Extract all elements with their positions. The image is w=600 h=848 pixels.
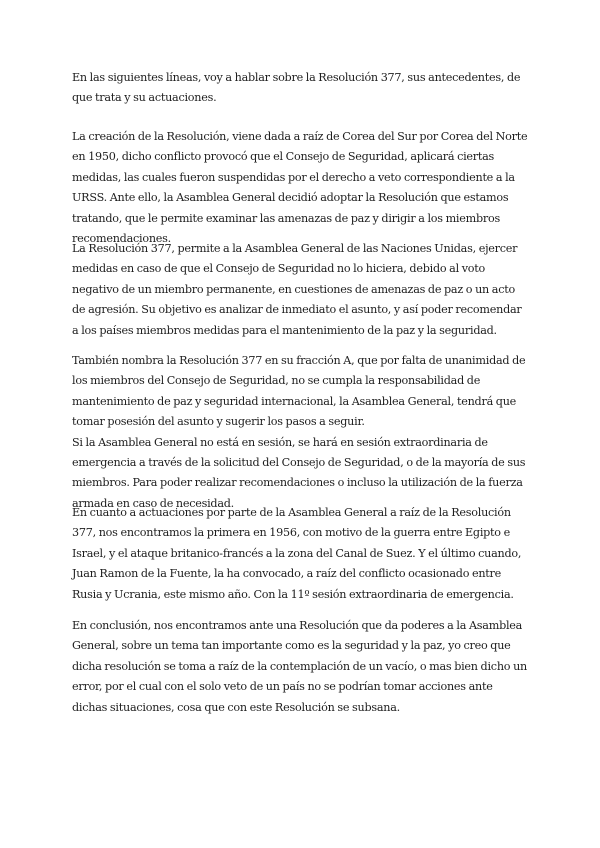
paragraph-conclusion — [72, 616, 530, 718]
paragraph-fraction-a — [72, 351, 530, 514]
paragraph-text: La creación de la Resolución, viene dada a raíz de Corea del Sur por Corea del Norte en 1950, dicho conflicto provocó que el Consejo de Seguridad, aplicará ciertas medidas, las cuales fueron suspendidas por el derecho a veto correspondiente a la URSS. Ante ello, la Asamblea General decidió adoptar la Resolución que estamos tratando, que le permite examinar las amenazas de paz y dirigir a los miembros recomendaciones. — [72, 130, 528, 246]
paragraph-introduction — [72, 68, 530, 109]
paragraph-text: Si la Asamblea General no está en sesión, se hará en sesión extraordinaria de emergencia a través de la solicitud del Consejo de Seguridad, o de la mayoría de sus miembros. Para poder realizar recomendaciones o incluso la utilización de la fuerza armada en caso de necesidad. — [72, 435, 526, 510]
paragraph-purpose — [72, 239, 530, 341]
paragraph-text: En cuanto a actuaciones por parte de la Asamblea General a raíz de la Resolución 377, nos encontramos la primera en 1956, con motivo de la guerra entre Egipto e Israel, y el ataque britanico-francés a la zona del Canal de Suez. Y el último cuando, Juan Ramon de la Fuente, la ha convocado, a raíz del conflicto ocasionado entre Rusia y Ucrania, este mismo año. Con la 11º sesión extraordinaria de emergencia. — [72, 506, 522, 601]
paragraph-origin — [72, 127, 530, 249]
paragraph-text: También nombra la Resolución 377 en su fracción A, que por falta de unanimidad de los miembros del Consejo de Seguridad, no se cumpla la responsabilidad de mantenimiento de paz y seguridad internacional, la Asamblea General, tendrá que tomar posesión del asunto y sugerir los pasos a seguir. — [72, 354, 526, 429]
paragraph-text: La Resolución 377, permite a la Asamblea General de las Naciones Unidas, ejercer medidas en caso de que el Consejo de Seguridad no lo hiciera, debido al voto negativo de un miembro permanente, en cuestiones de amenazas de paz o un acto de agresión. Su objetivo es analizar de inmediato el asunto, y así poder recomendar a los países miembros medidas para el mantenimiento de la paz y la seguridad. — [72, 242, 522, 337]
paragraph-actions — [72, 503, 530, 605]
paragraph-text: En las siguientes líneas, voy a hablar sobre la Resolución 377, sus antecedentes, de que trata y su actuaciones. — [72, 71, 521, 105]
paragraph-text: En conclusión, nos encontramos ante una Resolución que da poderes a la Asamblea General, sobre un tema tan importante como es la seguridad y la paz, yo creo que dicha resolución se toma a raíz de la contemplación de un vacío, o mas bien dicho un error, por el cual con el solo veto de un país no se podrían tomar acciones ante dichas situaciones, cosa que con este Resolución se subsana. — [72, 619, 527, 714]
